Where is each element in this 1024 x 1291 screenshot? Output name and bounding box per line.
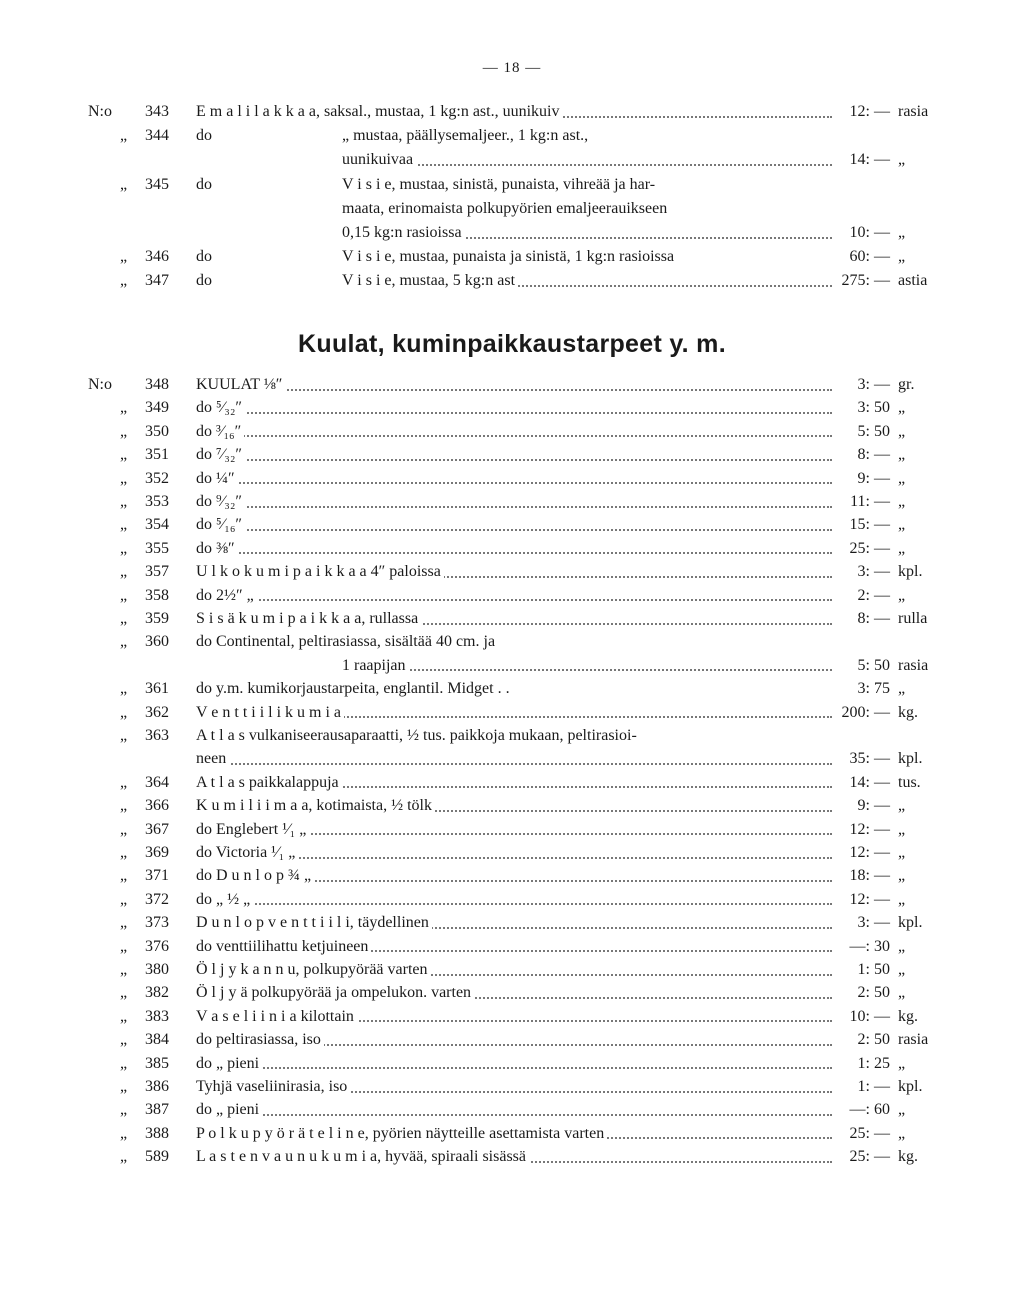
item-description-text: 1 raapijan	[342, 657, 409, 674]
item-description	[196, 981, 832, 1005]
item-price: 3: —	[857, 376, 890, 393]
item-description-text: V i s i e, mustaa, sinistä, punaista, vihreää ja har-	[342, 176, 658, 193]
item-prefix: „	[120, 610, 128, 627]
list-item	[0, 396, 1024, 420]
item-description-text: A t l a s vulkaniseerausaparaatti, ½ tus. paikkoja mukaan, peltirasioi-	[196, 727, 640, 744]
item-number: 589	[145, 1148, 169, 1166]
item-description	[196, 864, 832, 888]
item-description-text: V i s i e, mustaa, punaista ja sinistä, 1 kg:n rasioissa	[342, 248, 677, 265]
dot-leader	[196, 599, 832, 601]
item-price: —: 60	[849, 1101, 890, 1119]
item-description	[342, 173, 832, 197]
item-prefix: „	[120, 1148, 128, 1166]
list-item	[0, 490, 1024, 514]
item-description	[196, 1122, 832, 1146]
item-description	[196, 1028, 832, 1052]
item-description	[196, 677, 832, 701]
item-description-text: V a s e l i i n i a kilottain	[196, 1008, 357, 1025]
item-unit: tus.	[898, 773, 921, 791]
list-item	[0, 911, 1024, 935]
item-unit: „	[898, 797, 906, 815]
item-prefix: „	[120, 1007, 128, 1025]
item-price: 3: —	[857, 563, 890, 581]
item-description	[196, 396, 832, 420]
item-unit: „	[898, 680, 906, 698]
item-price: 8: —	[857, 446, 890, 464]
item-description	[196, 1145, 832, 1169]
item-description-text: do peltirasiassa, iso	[196, 1031, 324, 1048]
item-description	[196, 841, 832, 865]
item-number: 348	[145, 376, 169, 393]
item-unit: rasia	[898, 656, 929, 674]
page-number: — 18 —	[482, 60, 542, 76]
item-prefix: „	[120, 703, 128, 721]
item-prefix: „	[120, 844, 128, 861]
item-prefix: „	[120, 961, 128, 978]
item-price: 275: —	[841, 272, 890, 290]
item-price: 5: 50	[857, 656, 890, 674]
item-prefix: „	[120, 422, 128, 440]
item-description-text: V i s i e, mustaa, 5 kg:n ast	[342, 272, 518, 289]
item-price: 9: —	[857, 469, 890, 487]
item-prefix: „	[120, 586, 128, 604]
item-description	[196, 443, 832, 467]
item-unit: „	[898, 844, 906, 861]
list-item	[0, 935, 1024, 959]
item-number: 386	[145, 1078, 169, 1095]
item-number: 351	[145, 446, 169, 464]
item-price: 9: —	[857, 797, 890, 815]
item-price: 10: —	[849, 1007, 890, 1025]
item-number: 373	[145, 914, 169, 932]
item-description	[196, 1005, 832, 1029]
list-item	[0, 1145, 1024, 1169]
list-item	[0, 1028, 1024, 1052]
item-price: 25: —	[849, 1148, 890, 1166]
item-unit: „	[898, 493, 906, 510]
item-description	[196, 100, 832, 124]
item-price: 8: —	[857, 610, 890, 627]
item-price: 1: 50	[857, 961, 890, 978]
list-item	[0, 724, 1024, 748]
list-item	[0, 654, 1024, 678]
list-item	[0, 981, 1024, 1005]
list-item	[0, 1098, 1024, 1122]
item-unit: „	[898, 516, 906, 534]
item-description-text: Ö l j y k a n n u, polkupyörää varten	[196, 961, 431, 978]
item-number: 361	[145, 680, 169, 698]
item-description-text: KUULAT ⅛″	[196, 376, 285, 393]
item-description	[342, 269, 832, 293]
item-unit: „	[898, 961, 906, 978]
item-prefix: „	[120, 1124, 128, 1142]
item-description-text: do Englebert ¹⁄₁ „	[196, 821, 309, 838]
item-description	[196, 607, 832, 631]
item-description	[196, 537, 832, 561]
item-number: 383	[145, 1007, 169, 1025]
item-price: 2: 50	[857, 984, 890, 1002]
item-description	[342, 245, 832, 269]
item-description-text: neen	[196, 750, 229, 767]
item-ditto: do	[196, 248, 212, 266]
list-item	[0, 584, 1024, 608]
item-description-text: do Victoria ¹⁄₁ „	[196, 844, 298, 861]
item-unit: „	[898, 937, 906, 955]
item-description-text: „ mustaa, päällysemaljeer., 1 kg:n ast.,	[342, 127, 591, 144]
item-price: 60: —	[849, 248, 890, 266]
item-description	[196, 911, 832, 935]
item-number: 387	[145, 1101, 169, 1119]
list-item	[0, 513, 1024, 537]
item-unit: „	[898, 399, 906, 417]
list-item	[0, 173, 1024, 197]
item-price: 1: —	[857, 1078, 890, 1095]
item-unit: rulla	[898, 610, 928, 627]
item-prefix: „	[120, 1101, 128, 1119]
item-number: 382	[145, 984, 169, 1002]
item-number: 346	[145, 248, 169, 266]
item-number: 371	[145, 867, 169, 885]
item-number: 372	[145, 890, 169, 908]
item-unit: kpl.	[898, 1078, 923, 1095]
list-item	[0, 841, 1024, 865]
item-unit: „	[898, 586, 906, 604]
item-description-text: D u n l o p v e n t t i i l i, täydellinen	[196, 914, 432, 931]
item-unit: astia	[898, 272, 928, 290]
item-description	[196, 584, 832, 608]
item-prefix: N:o	[88, 103, 112, 120]
item-description	[196, 771, 832, 795]
item-description	[342, 221, 832, 245]
item-price: 25: —	[849, 539, 890, 557]
list-item	[0, 100, 1024, 124]
item-unit: kpl.	[898, 750, 923, 768]
item-description-text: do ⅜″	[196, 540, 238, 557]
item-unit: „	[898, 224, 906, 241]
item-description	[196, 1052, 832, 1076]
list-item	[0, 245, 1024, 269]
item-unit: „	[898, 151, 906, 169]
item-price: 35: —	[849, 750, 890, 768]
item-price: 12: —	[849, 890, 890, 908]
item-price: 12: —	[849, 844, 890, 861]
item-price: 12: —	[849, 820, 890, 838]
item-description-text: Tyhjä vaseliinirasia, iso	[196, 1078, 350, 1095]
item-prefix: „	[120, 797, 128, 815]
item-description	[196, 1098, 832, 1122]
item-description	[342, 124, 832, 148]
item-unit: „	[898, 890, 906, 908]
item-number: 385	[145, 1054, 169, 1072]
item-number: 350	[145, 422, 169, 440]
item-price: 25: —	[849, 1124, 890, 1142]
item-prefix: „	[120, 890, 128, 908]
list-item	[0, 677, 1024, 701]
item-prefix: „	[120, 680, 128, 698]
item-number: 363	[145, 727, 169, 744]
item-description-text: A t l a s paikkalappuja	[196, 774, 342, 791]
list-item	[0, 148, 1024, 172]
item-price: 3: —	[857, 914, 890, 932]
list-item	[0, 537, 1024, 561]
item-price: 1: 25	[857, 1054, 890, 1072]
item-description	[196, 373, 832, 397]
item-number: 357	[145, 563, 169, 581]
item-description-text: do ⁵⁄₃₂″	[196, 399, 245, 416]
item-prefix: „	[120, 446, 128, 464]
item-unit: „	[898, 1101, 906, 1119]
item-number: 355	[145, 539, 169, 557]
item-prefix: „	[120, 248, 128, 266]
dot-leader	[196, 1067, 832, 1069]
item-price: —: 30	[849, 937, 890, 955]
item-description-text: do „ ½ „	[196, 891, 253, 908]
item-description-text: V e n t t i i l i k u m i a	[196, 704, 344, 721]
item-description-text: do D u n l o p ¾ „	[196, 867, 314, 884]
dot-leader	[196, 1114, 832, 1116]
item-prefix: „	[120, 493, 128, 510]
item-prefix: „	[120, 914, 128, 932]
item-price: 12: —	[849, 103, 890, 120]
item-number: 358	[145, 586, 169, 604]
dot-leader	[196, 763, 832, 765]
item-number: 380	[145, 961, 169, 978]
list-item	[0, 1122, 1024, 1146]
item-number: 359	[145, 610, 169, 627]
list-item	[0, 771, 1024, 795]
list-item	[0, 467, 1024, 491]
item-unit: „	[898, 820, 906, 838]
item-unit: kg.	[898, 1148, 918, 1166]
item-prefix: „	[120, 127, 128, 145]
item-price: 200: —	[841, 703, 890, 721]
item-description-text: uunikuivaa	[342, 151, 416, 168]
list-item	[0, 630, 1024, 654]
dot-leader	[196, 412, 832, 414]
item-price: 14: —	[849, 151, 890, 169]
list-item	[0, 443, 1024, 467]
list-item	[0, 373, 1024, 397]
dot-leader	[196, 903, 832, 905]
item-number: 347	[145, 272, 169, 290]
item-prefix: „	[120, 867, 128, 885]
list-item	[0, 818, 1024, 842]
item-description-text: do venttiilihattu ketjuineen	[196, 938, 371, 955]
item-number: 344	[145, 127, 169, 145]
item-prefix: „	[120, 727, 128, 744]
item-description-text: do „ pieni	[196, 1101, 262, 1118]
item-unit: rasia	[898, 103, 929, 120]
item-description	[196, 467, 832, 491]
item-description-text: K u m i l i i m a a, kotimaista, ½ tölk	[196, 797, 435, 814]
item-unit: „	[898, 867, 906, 885]
item-description-text: L a s t e n v a u n u k u m i a, hyvää, spiraali sisässä	[196, 1148, 529, 1165]
item-description	[196, 513, 832, 537]
item-price: 14: —	[849, 773, 890, 791]
item-prefix: „	[120, 469, 128, 487]
item-prefix: „	[120, 175, 128, 193]
item-description	[196, 794, 832, 818]
item-description	[196, 701, 832, 725]
item-prefix: „	[120, 1078, 128, 1095]
item-number: 388	[145, 1124, 169, 1142]
item-price: 11: —	[850, 493, 890, 510]
item-description-text: do ¼″	[196, 470, 238, 487]
section-title: Kuulat, kuminpaikkaustarpeet y. m.	[298, 330, 726, 358]
item-description-text: E m a l i l a k k a a, saksal., mustaa, 1 kg:n ast., uunikuiv	[196, 103, 563, 120]
item-unit: kpl.	[898, 563, 923, 581]
list-item	[0, 197, 1024, 221]
item-price: 18: —	[849, 867, 890, 885]
list-item	[0, 888, 1024, 912]
item-description	[196, 724, 832, 748]
item-price: 5: 50	[857, 422, 890, 440]
item-unit: „	[898, 248, 906, 266]
item-price: 2: 50	[857, 1031, 890, 1049]
item-description-text: maata, erinomaista polkupyörien emaljeerauikseen	[342, 200, 670, 217]
item-unit: rasia	[898, 1031, 929, 1049]
item-prefix: „	[120, 516, 128, 534]
item-price: 3: 75	[857, 680, 890, 698]
item-description	[342, 654, 832, 678]
item-number: 367	[145, 820, 169, 838]
item-ditto: do	[196, 127, 212, 145]
item-unit: kg.	[898, 1007, 918, 1025]
item-number: 366	[145, 797, 169, 815]
item-prefix: „	[120, 272, 128, 290]
dot-leader	[196, 435, 832, 437]
list-item	[0, 1052, 1024, 1076]
dot-leader	[196, 529, 832, 531]
item-price: 3: 50	[857, 399, 890, 417]
item-price: 15: —	[849, 516, 890, 534]
item-unit: „	[898, 422, 906, 440]
item-price: 2: —	[857, 586, 890, 604]
item-prefix: „	[120, 399, 128, 417]
item-description-text: do ⁷⁄₃₂″	[196, 446, 245, 463]
item-description-text: do y.m. kumikorjaustarpeita, englantil. Midget . .	[196, 680, 513, 697]
item-prefix: „	[120, 984, 128, 1002]
item-description-text: do „ pieni	[196, 1055, 262, 1072]
dot-leader	[342, 669, 832, 671]
item-description	[342, 197, 832, 221]
list-item	[0, 1005, 1024, 1029]
list-item	[0, 864, 1024, 888]
item-description	[196, 818, 832, 842]
item-prefix: „	[120, 773, 128, 791]
item-prefix: „	[120, 820, 128, 838]
item-description	[196, 747, 832, 771]
list-item	[0, 1075, 1024, 1099]
item-number: 362	[145, 703, 169, 721]
list-item	[0, 747, 1024, 771]
item-description-text: do 2½″ „	[196, 587, 257, 604]
item-unit: „	[898, 1124, 906, 1142]
item-description-text: do ³⁄₁₆″	[196, 423, 244, 440]
item-description-text: S i s ä k u m i p a i k k a a, rullassa	[196, 610, 421, 627]
item-prefix: „	[120, 1031, 128, 1049]
list-item	[0, 124, 1024, 148]
item-ditto: do	[196, 272, 212, 290]
item-description-text: 0,15 kg:n rasioissa	[342, 224, 465, 241]
item-description	[196, 935, 832, 959]
item-description	[196, 958, 832, 982]
dot-leader	[196, 459, 832, 461]
item-description	[196, 560, 832, 584]
item-number: 369	[145, 844, 169, 861]
item-description-text: do ⁹⁄₃₂″	[196, 493, 245, 510]
item-number: 376	[145, 937, 169, 955]
item-prefix: „	[120, 563, 128, 581]
item-number: 345	[145, 175, 169, 193]
item-description	[196, 888, 832, 912]
item-price: 10: —	[849, 224, 890, 241]
dot-leader	[196, 389, 832, 391]
item-number: 384	[145, 1031, 169, 1049]
item-unit: „	[898, 469, 906, 487]
dot-leader	[196, 506, 832, 508]
item-description-text: do ⁵⁄₁₆″	[196, 516, 245, 533]
item-number: 349	[145, 399, 169, 417]
item-prefix: N:o	[88, 376, 112, 393]
item-number: 353	[145, 493, 169, 510]
item-description	[196, 420, 832, 444]
item-number: 352	[145, 469, 169, 487]
item-description	[196, 1075, 832, 1099]
list-item	[0, 269, 1024, 293]
item-description-text: P o l k u p y ö r ä t e l i n e, pyörien näytteille asettamista varten	[196, 1125, 607, 1142]
list-item	[0, 958, 1024, 982]
item-description	[196, 630, 832, 654]
item-unit: „	[898, 1054, 906, 1072]
list-item	[0, 420, 1024, 444]
item-prefix: „	[120, 937, 128, 955]
list-item	[0, 560, 1024, 584]
item-unit: kpl.	[898, 914, 923, 932]
item-number: 364	[145, 773, 169, 791]
item-number: 360	[145, 633, 169, 651]
item-description	[342, 148, 832, 172]
item-prefix: „	[120, 633, 128, 651]
item-description-text: do Continental, peltirasiassa, sisältää 40 cm. ja	[196, 633, 498, 650]
dot-leader	[196, 552, 832, 554]
item-description-text: U l k o k u m i p a i k k a a 4″ paloissa	[196, 563, 444, 580]
list-item	[0, 794, 1024, 818]
item-ditto: do	[196, 175, 212, 193]
item-unit: „	[898, 446, 906, 464]
dot-leader	[196, 482, 832, 484]
item-unit: gr.	[898, 376, 915, 393]
item-number: 354	[145, 516, 169, 534]
list-item	[0, 221, 1024, 245]
item-prefix: „	[120, 539, 128, 557]
list-item	[0, 701, 1024, 725]
item-unit: „	[898, 539, 906, 557]
item-unit: „	[898, 984, 906, 1002]
item-prefix: „	[120, 1054, 128, 1072]
item-description	[196, 490, 832, 514]
list-item	[0, 607, 1024, 631]
item-description-text: Ö l j y ä polkupyörää ja ompelukon. varten	[196, 984, 474, 1001]
item-unit: kg.	[898, 703, 918, 721]
item-number: 343	[145, 103, 169, 120]
